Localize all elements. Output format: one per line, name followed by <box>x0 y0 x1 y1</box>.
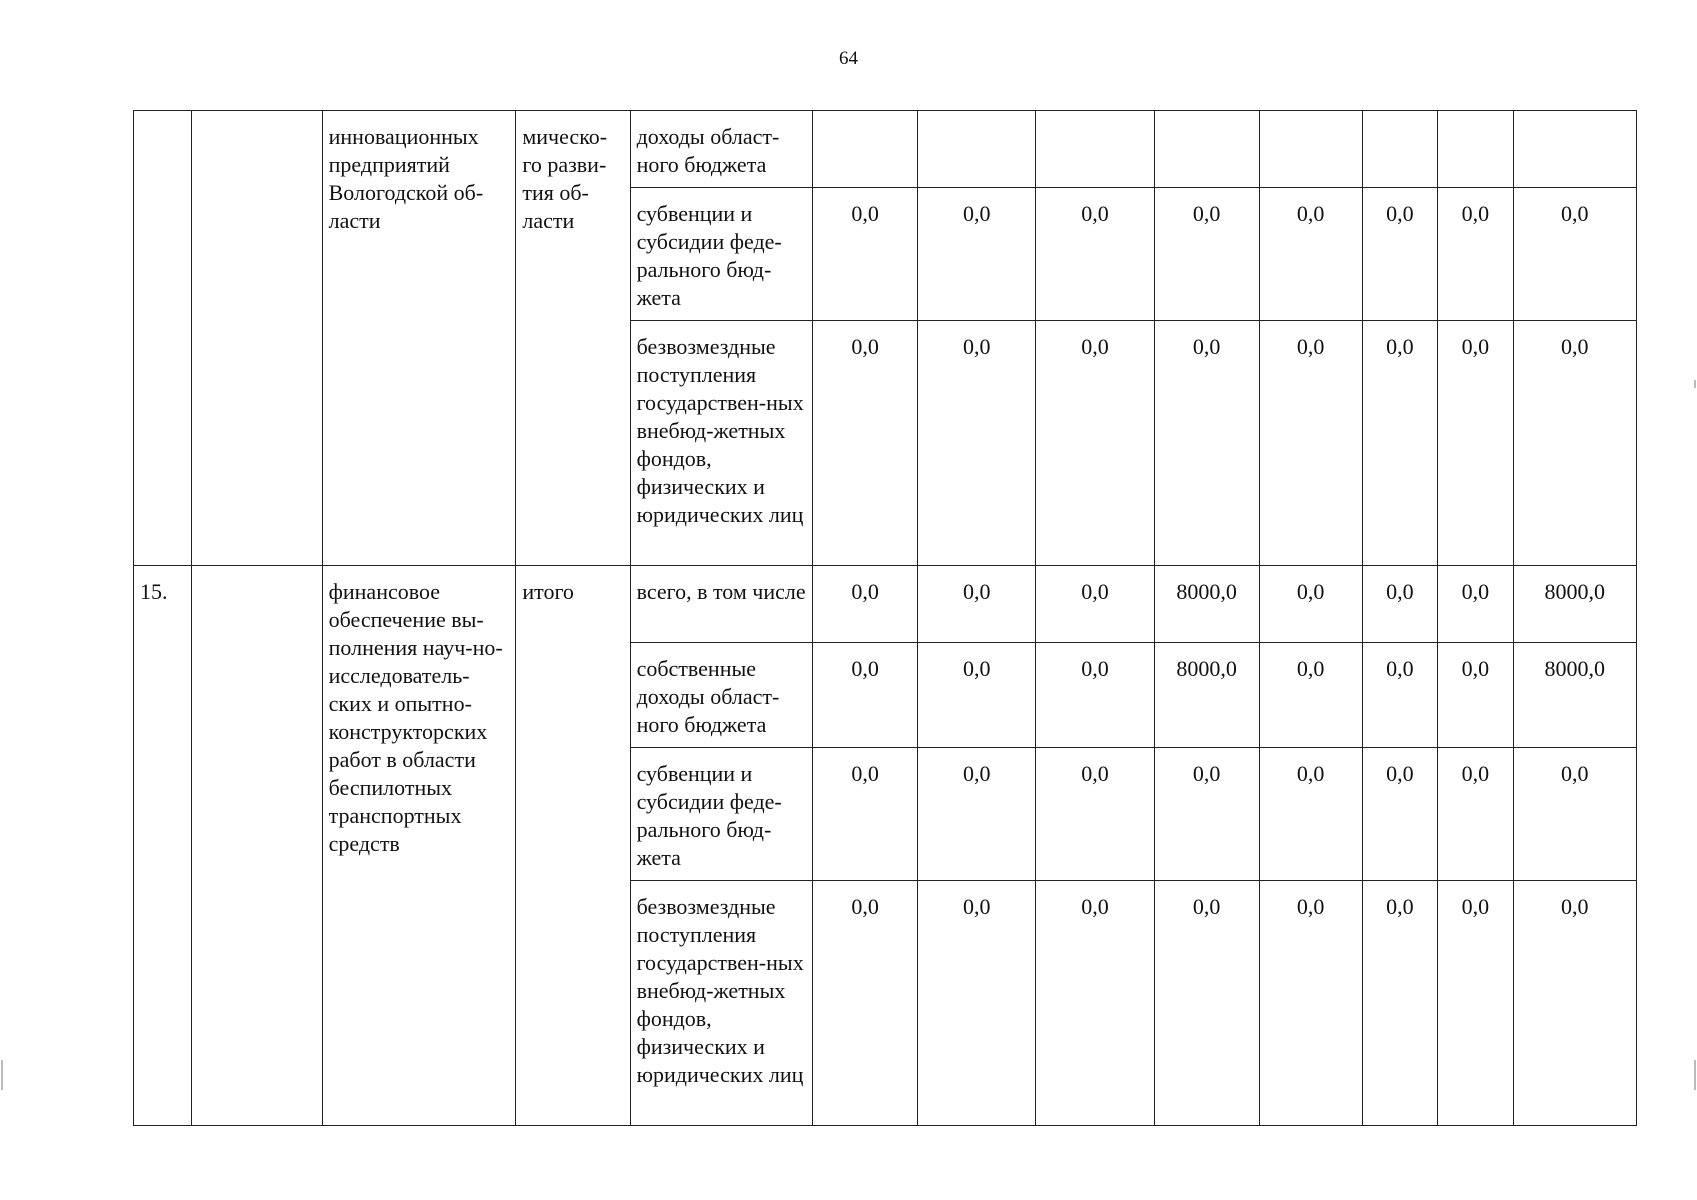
value-cell: 0,0 <box>1513 748 1636 881</box>
value-cell: 0,0 <box>1036 881 1154 1126</box>
value-cell: 0,0 <box>1513 188 1636 321</box>
value-cell: 0,0 <box>1259 566 1362 643</box>
page-number: 64 <box>839 48 858 69</box>
executor-cell: мическо-го разви-тия об-ласти <box>516 111 630 566</box>
value-cell: 0,0 <box>1259 321 1362 566</box>
source-cell: безвозмездные поступления государствен-ных внебюд-жетных фондов, физических и юридических лиц <box>630 881 813 1126</box>
executor-cell: итого <box>516 566 630 1126</box>
value-cell <box>918 111 1036 188</box>
value-cell: 0,0 <box>1438 188 1513 321</box>
scan-edge-mark <box>1 1060 3 1090</box>
value-cell: 0,0 <box>1036 643 1154 748</box>
value-cell: 0,0 <box>1362 321 1437 566</box>
scan-edge-mark <box>1694 380 1696 388</box>
source-cell: всего, в том числе <box>630 566 813 643</box>
value-cell <box>1438 111 1513 188</box>
value-cell: 0,0 <box>1259 188 1362 321</box>
source-cell: субвенции и субсидии феде-рального бюд-жета <box>630 188 813 321</box>
value-cell: 0,0 <box>1438 881 1513 1126</box>
value-cell: 0,0 <box>813 188 918 321</box>
value-cell: 0,0 <box>1154 188 1259 321</box>
value-cell: 0,0 <box>1362 643 1437 748</box>
value-cell: 0,0 <box>918 748 1036 881</box>
value-cell: 0,0 <box>1154 748 1259 881</box>
value-cell: 0,0 <box>813 321 918 566</box>
row-number-cell: 15. <box>134 566 192 1126</box>
table-row <box>134 111 1637 188</box>
value-cell: 0,0 <box>1513 881 1636 1126</box>
value-cell: 0,0 <box>1036 321 1154 566</box>
value-cell: 8000,0 <box>1513 566 1636 643</box>
value-cell: 0,0 <box>918 321 1036 566</box>
value-cell: 0,0 <box>1438 321 1513 566</box>
value-cell: 0,0 <box>1259 748 1362 881</box>
value-cell: 0,0 <box>1362 881 1437 1126</box>
value-cell: 0,0 <box>813 566 918 643</box>
value-cell: 0,0 <box>1362 748 1437 881</box>
program-financing-table <box>133 110 1637 1126</box>
value-cell: 0,0 <box>1438 643 1513 748</box>
value-cell: 0,0 <box>918 643 1036 748</box>
value-cell <box>1036 111 1154 188</box>
measure-name-cell: финансовое обеспечение вы-полнения науч-но-исследователь-ских и опытно-конструкторских работ в области беспилотных транспортных средств <box>322 566 516 1126</box>
source-cell: доходы област-ного бюджета <box>630 111 813 188</box>
source-cell: безвозмездные поступления государствен-ных внебюд-жетных фондов, физических и юридических лиц <box>630 321 813 566</box>
value-cell: 0,0 <box>918 188 1036 321</box>
value-cell <box>1154 111 1259 188</box>
source-cell: субвенции и субсидии феде-рального бюд-жета <box>630 748 813 881</box>
value-cell: 0,0 <box>1259 881 1362 1126</box>
table-row <box>134 566 1637 643</box>
row-number-cell <box>134 111 192 566</box>
value-cell: 0,0 <box>1513 321 1636 566</box>
value-cell: 0,0 <box>1154 321 1259 566</box>
scan-edge-mark <box>1694 1060 1696 1090</box>
value-cell: 0,0 <box>813 881 918 1126</box>
value-cell: 0,0 <box>1036 748 1154 881</box>
value-cell: 8000,0 <box>1513 643 1636 748</box>
value-cell: 0,0 <box>813 643 918 748</box>
value-cell: 0,0 <box>918 566 1036 643</box>
value-cell <box>1259 111 1362 188</box>
empty-cell <box>192 111 323 566</box>
value-cell: 0,0 <box>1438 748 1513 881</box>
value-cell: 0,0 <box>918 881 1036 1126</box>
value-cell: 0,0 <box>1154 881 1259 1126</box>
value-cell: 8000,0 <box>1154 566 1259 643</box>
value-cell: 0,0 <box>1259 643 1362 748</box>
value-cell: 0,0 <box>1362 188 1437 321</box>
measure-name-cell: инновационных предприятий Вологодской об-ласти <box>322 111 516 566</box>
source-cell: собственные доходы област-ного бюджета <box>630 643 813 748</box>
value-cell: 0,0 <box>1036 566 1154 643</box>
value-cell: 0,0 <box>1438 566 1513 643</box>
value-cell: 0,0 <box>813 748 918 881</box>
value-cell: 0,0 <box>1362 566 1437 643</box>
value-cell: 8000,0 <box>1154 643 1259 748</box>
value-cell <box>813 111 918 188</box>
value-cell <box>1513 111 1636 188</box>
value-cell <box>1362 111 1437 188</box>
value-cell: 0,0 <box>1036 188 1154 321</box>
empty-cell <box>192 566 323 1126</box>
